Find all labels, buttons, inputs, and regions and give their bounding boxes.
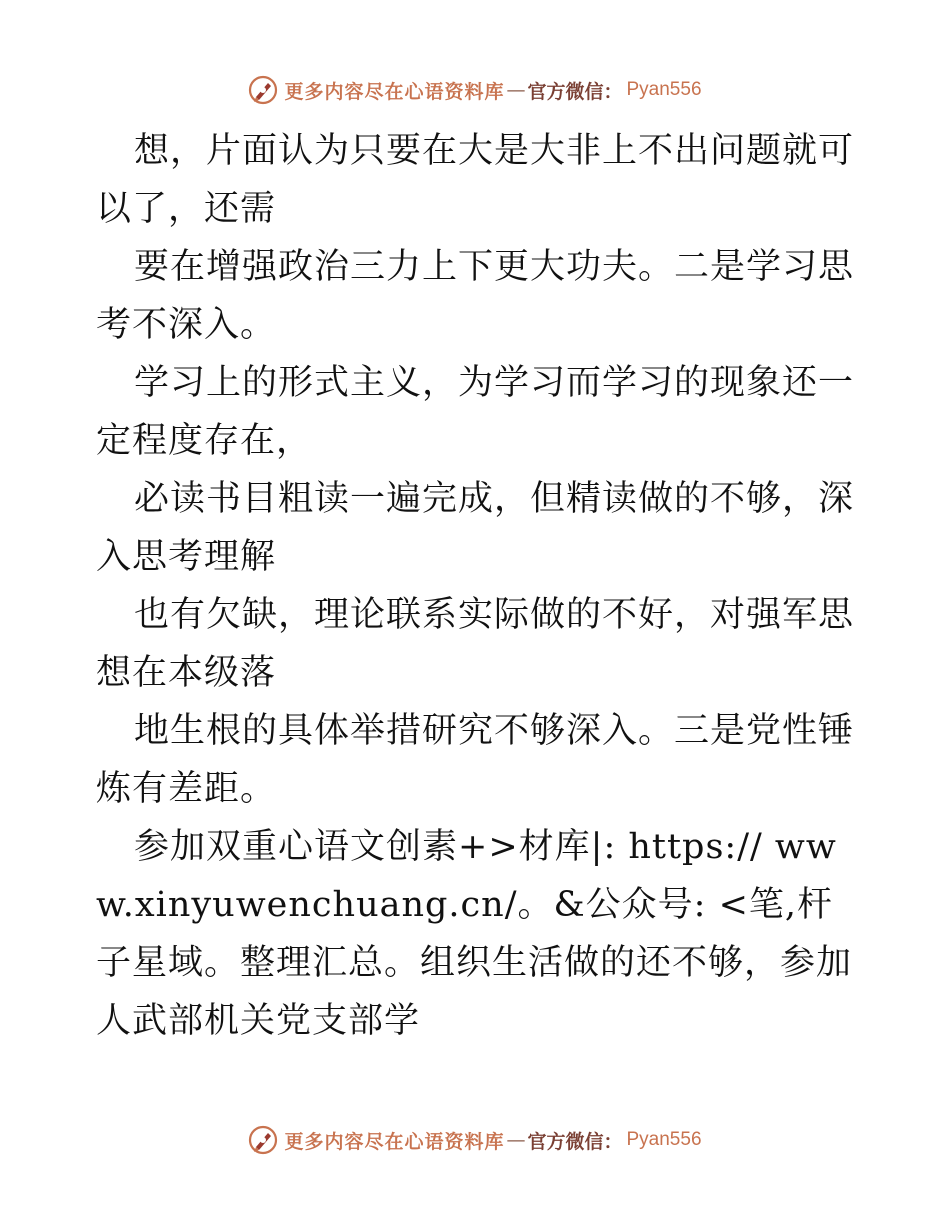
header-wechat-id: Pyan556 — [626, 79, 702, 100]
paragraph-3: 学习上的形式主义，为学习而学习的现象还一定程度存在， — [96, 363, 855, 461]
paragraph-7: 参加双重心语文创素+>材库|: https:// www.xinyuwenchuang.cn/。&公众号: <笔,杆子星域。整理汇总。组织生活做的还不够，参加人武部机关党支部学 — [96, 827, 853, 1041]
page-footer — [0, 1122, 950, 1158]
header-dash: — — [506, 79, 526, 101]
paragraph-6: 地生根的具体举措研究不够深入。三是党性锤炼有差距。 — [96, 711, 855, 809]
header-official-label: 官方微信： — [527, 80, 623, 103]
paragraph-5: 也有欠缺，理论联系实际做的不好，对强军思想在本级落 — [96, 595, 855, 693]
footer-official-label: 官方微信： — [527, 1130, 623, 1153]
footer-brand-text: 更多内容尽在心语资料库 — [284, 1130, 505, 1153]
header-brand-text: 更多内容尽在心语资料库 — [284, 80, 505, 103]
page-header — [0, 72, 950, 108]
paragraph-4: 必读书目粗读一遍完成，但精读做的不够，深入思考理解 — [96, 479, 855, 577]
paragraph-1: 想，片面认为只要在大是大非上不出问题就可以了，还需 — [96, 131, 855, 229]
footer-wechat-id: Pyan556 — [626, 1129, 702, 1150]
pen-logo-icon — [248, 75, 278, 105]
pen-logo-icon — [248, 1125, 278, 1155]
document-body — [96, 122, 856, 1050]
paragraph-2: 要在增强政治三力上下更大功夫。二是学习思考不深入。 — [96, 247, 855, 345]
footer-dash: — — [506, 1129, 526, 1151]
